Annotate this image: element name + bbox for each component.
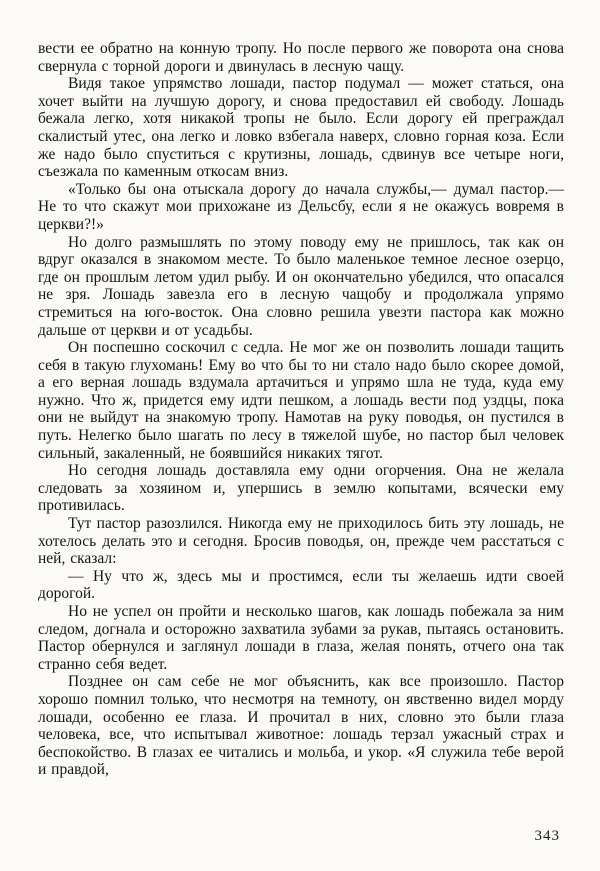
paragraph: Но долго размышлять по этому поводу ему не пришлось, так как он вдруг оказался в знакомом месте. То было маленькое темное лесное озерцо, где он прошлым летом удил рыбу. И он окончательно убедился, что опасался не зря. Лошадь завезла его в лесную чащобу и продолжала упрямо стремиться на юго-восток. Она словно решила увезти пастора как можно дальше от церкви и от усадьбы. — [38, 233, 564, 339]
paragraph: вести ее обратно на конную тропу. Но после первого же поворота она снова свернула с торной дороги и двинулась в лесную чащу. — [38, 40, 564, 75]
page-number: 343 — [534, 828, 560, 844]
paragraph: Позднее он сам себе не мог объяснить, как все произошло. Пастор хорошо помнил только, что несмотря на темноту, он явственно видел морду лошади, особенно ее глаза. И прочитал в них, словно это были глаза человека, все, что испытывал животное: лошадь терзал ужасный страх и беспокойство. В глазах ее читались и мольба, и укор. «Я служила тебе верой и правдой, — [38, 673, 564, 779]
paragraph: Но не успел он пройти и несколько шагов, как лошадь побежала за ним следом, догнала и осторожно захватила зубами за рукав, пытаясь остановить. Пастор обернулся и заглянул лошади в глаза, желая понять, отчего она так странно себя ведет. — [38, 603, 564, 673]
text-block — [38, 40, 564, 779]
paragraph: — Ну что ж, здесь мы и простимся, если ты желаешь идти своей дорогой. — [38, 567, 564, 603]
paragraph: Он поспешно соскочил с седла. Не мог же он позволить лошади тащить себя в такую глухомань! Ему во что бы то ни стало надо было скорее домой, а его верная лошадь вздумала артачиться и упрямо шла не туда, куда ему нужно. Что ж, придется ему идти пешком, а лошадь вести под уздцы, пока они не выйдут на знакомую тропу. Намотав на руку поводья, он пустился в путь. Нелегко было шагать по лесу в тяжелой шубе, но пастор был человек сильный, закаленный, не боявшийся никаких тягот. — [38, 339, 564, 462]
paragraph: Видя такое упрямство лошади, пастор подумал — может статься, она хочет выйти на лучшую дорогу, и снова предоставил ей свободу. Лошадь бежала легко, хотя никакой тропы не было. Если дорогу ей преграждал скалистый утес, она легко и ловко взбегала наверх, словно горная коза. Если же надо было спуститься с крутизны, лошадь, сдвинув все четыре ноги, съезжала по каменным откосам вниз. — [38, 75, 564, 181]
paragraph: Тут пастор разозлился. Никогда ему не приходилось бить эту лошадь, не хотелось делать это и сегодня. Бросив поводья, он, прежде чем расстаться с ней, сказал: — [38, 515, 564, 568]
paragraph: «Только бы она отыскала дорогу до начала службы,— думал пастор.— Не то что скажут мои прихожане из Дельсбу, если я не окажусь вовремя в церкви?!» — [38, 180, 564, 233]
paragraph: Но сегодня лошадь доставляла ему одни огорчения. Она не желала следовать за хозяином и, упершись в землю копытами, всячески ему противилась. — [38, 462, 564, 515]
